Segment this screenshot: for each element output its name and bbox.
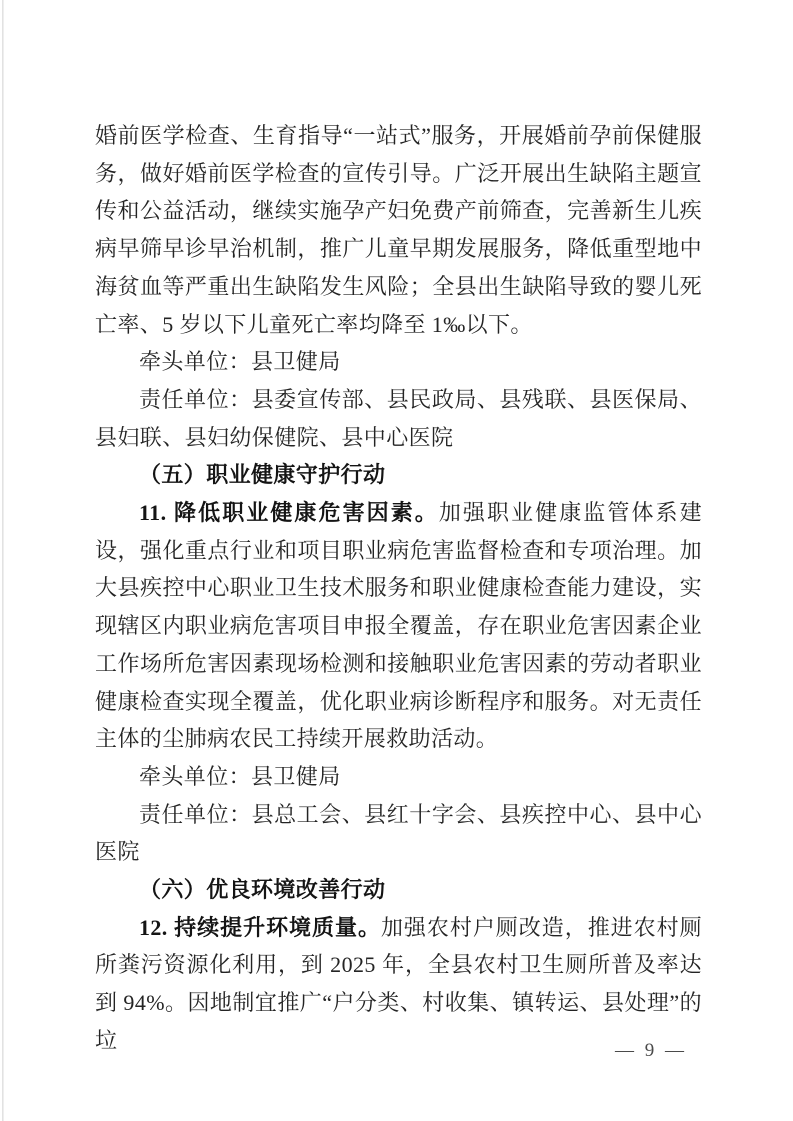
paragraph-lead-unit-2: 牵头单位：县卫健局: [139, 763, 341, 789]
page-edge-shadow: [2, 0, 4, 1121]
heading-section-6-environment-improvement: （六）优良环境改善行动: [139, 877, 386, 903]
item-11-body-text: 加强职业健康监管体系建设，强化重点行业和项目职业病危害监督检查和专项治理。加大县疾控中心职业卫生技术服务和职业健康检查能力建设，实现辖区内职业病危害项目申报全覆盖，存在职业危害因素企业工作场所危害因素现场检测和接触职业危害因素的劳动者职业健康检查实现全覆盖，优化职业病诊断程序和服务。对无责任主体的尘肺病农民工持续开展救助活动。: [95, 500, 702, 752]
item-12-lead-sentence: 12. 持续提升环境质量。: [139, 914, 381, 940]
paragraph-item-12: [95, 909, 702, 1060]
document-body: [95, 117, 702, 1060]
paragraph-responsible-units-1: 责任单位：县委宣传部、县民政局、县残联、县医保局、县妇联、县妇幼保健院、县中心医院: [95, 386, 702, 450]
heading-section-5-occupational-health: （五）职业健康守护行动: [139, 462, 386, 488]
paragraph-lead-unit-1: 牵头单位：县卫健局: [139, 349, 341, 375]
item-12-body-text: 加强农村户厕改造，推进农村厕所粪污资源化利用，到 2025 年，全县农村卫生厕所普及率达到 94%。因地制宜推广“户分类、村收集、镇转运、县处理”的垃: [95, 914, 702, 1053]
paragraph-birth-defect-continuation: 婚前医学检查、生育指导“一站式”服务，开展婚前孕前保健服务，做好婚前医学检查的宣传引导。广泛开展出生缺陷主题宣传和公益活动，继续实施孕产妇免费产前筛查，完善新生儿疾病早筛早诊早治机制，推广儿童早期发展服务，降低重型地中海贫血等严重出生缺陷发生风险；全县出生缺陷导致的婴儿死亡率、5 岁以下儿童死亡率均降至 1‰以下。: [95, 123, 702, 337]
paragraph-item-11: [95, 494, 702, 758]
paragraph-responsible-units-2: 责任单位：县总工会、县红十字会、县疾控中心、县中心医院: [95, 801, 702, 865]
item-11-lead-sentence: 11. 降低职业健康危害因素。: [139, 500, 439, 526]
page-number: — 9 —: [615, 1040, 687, 1061]
